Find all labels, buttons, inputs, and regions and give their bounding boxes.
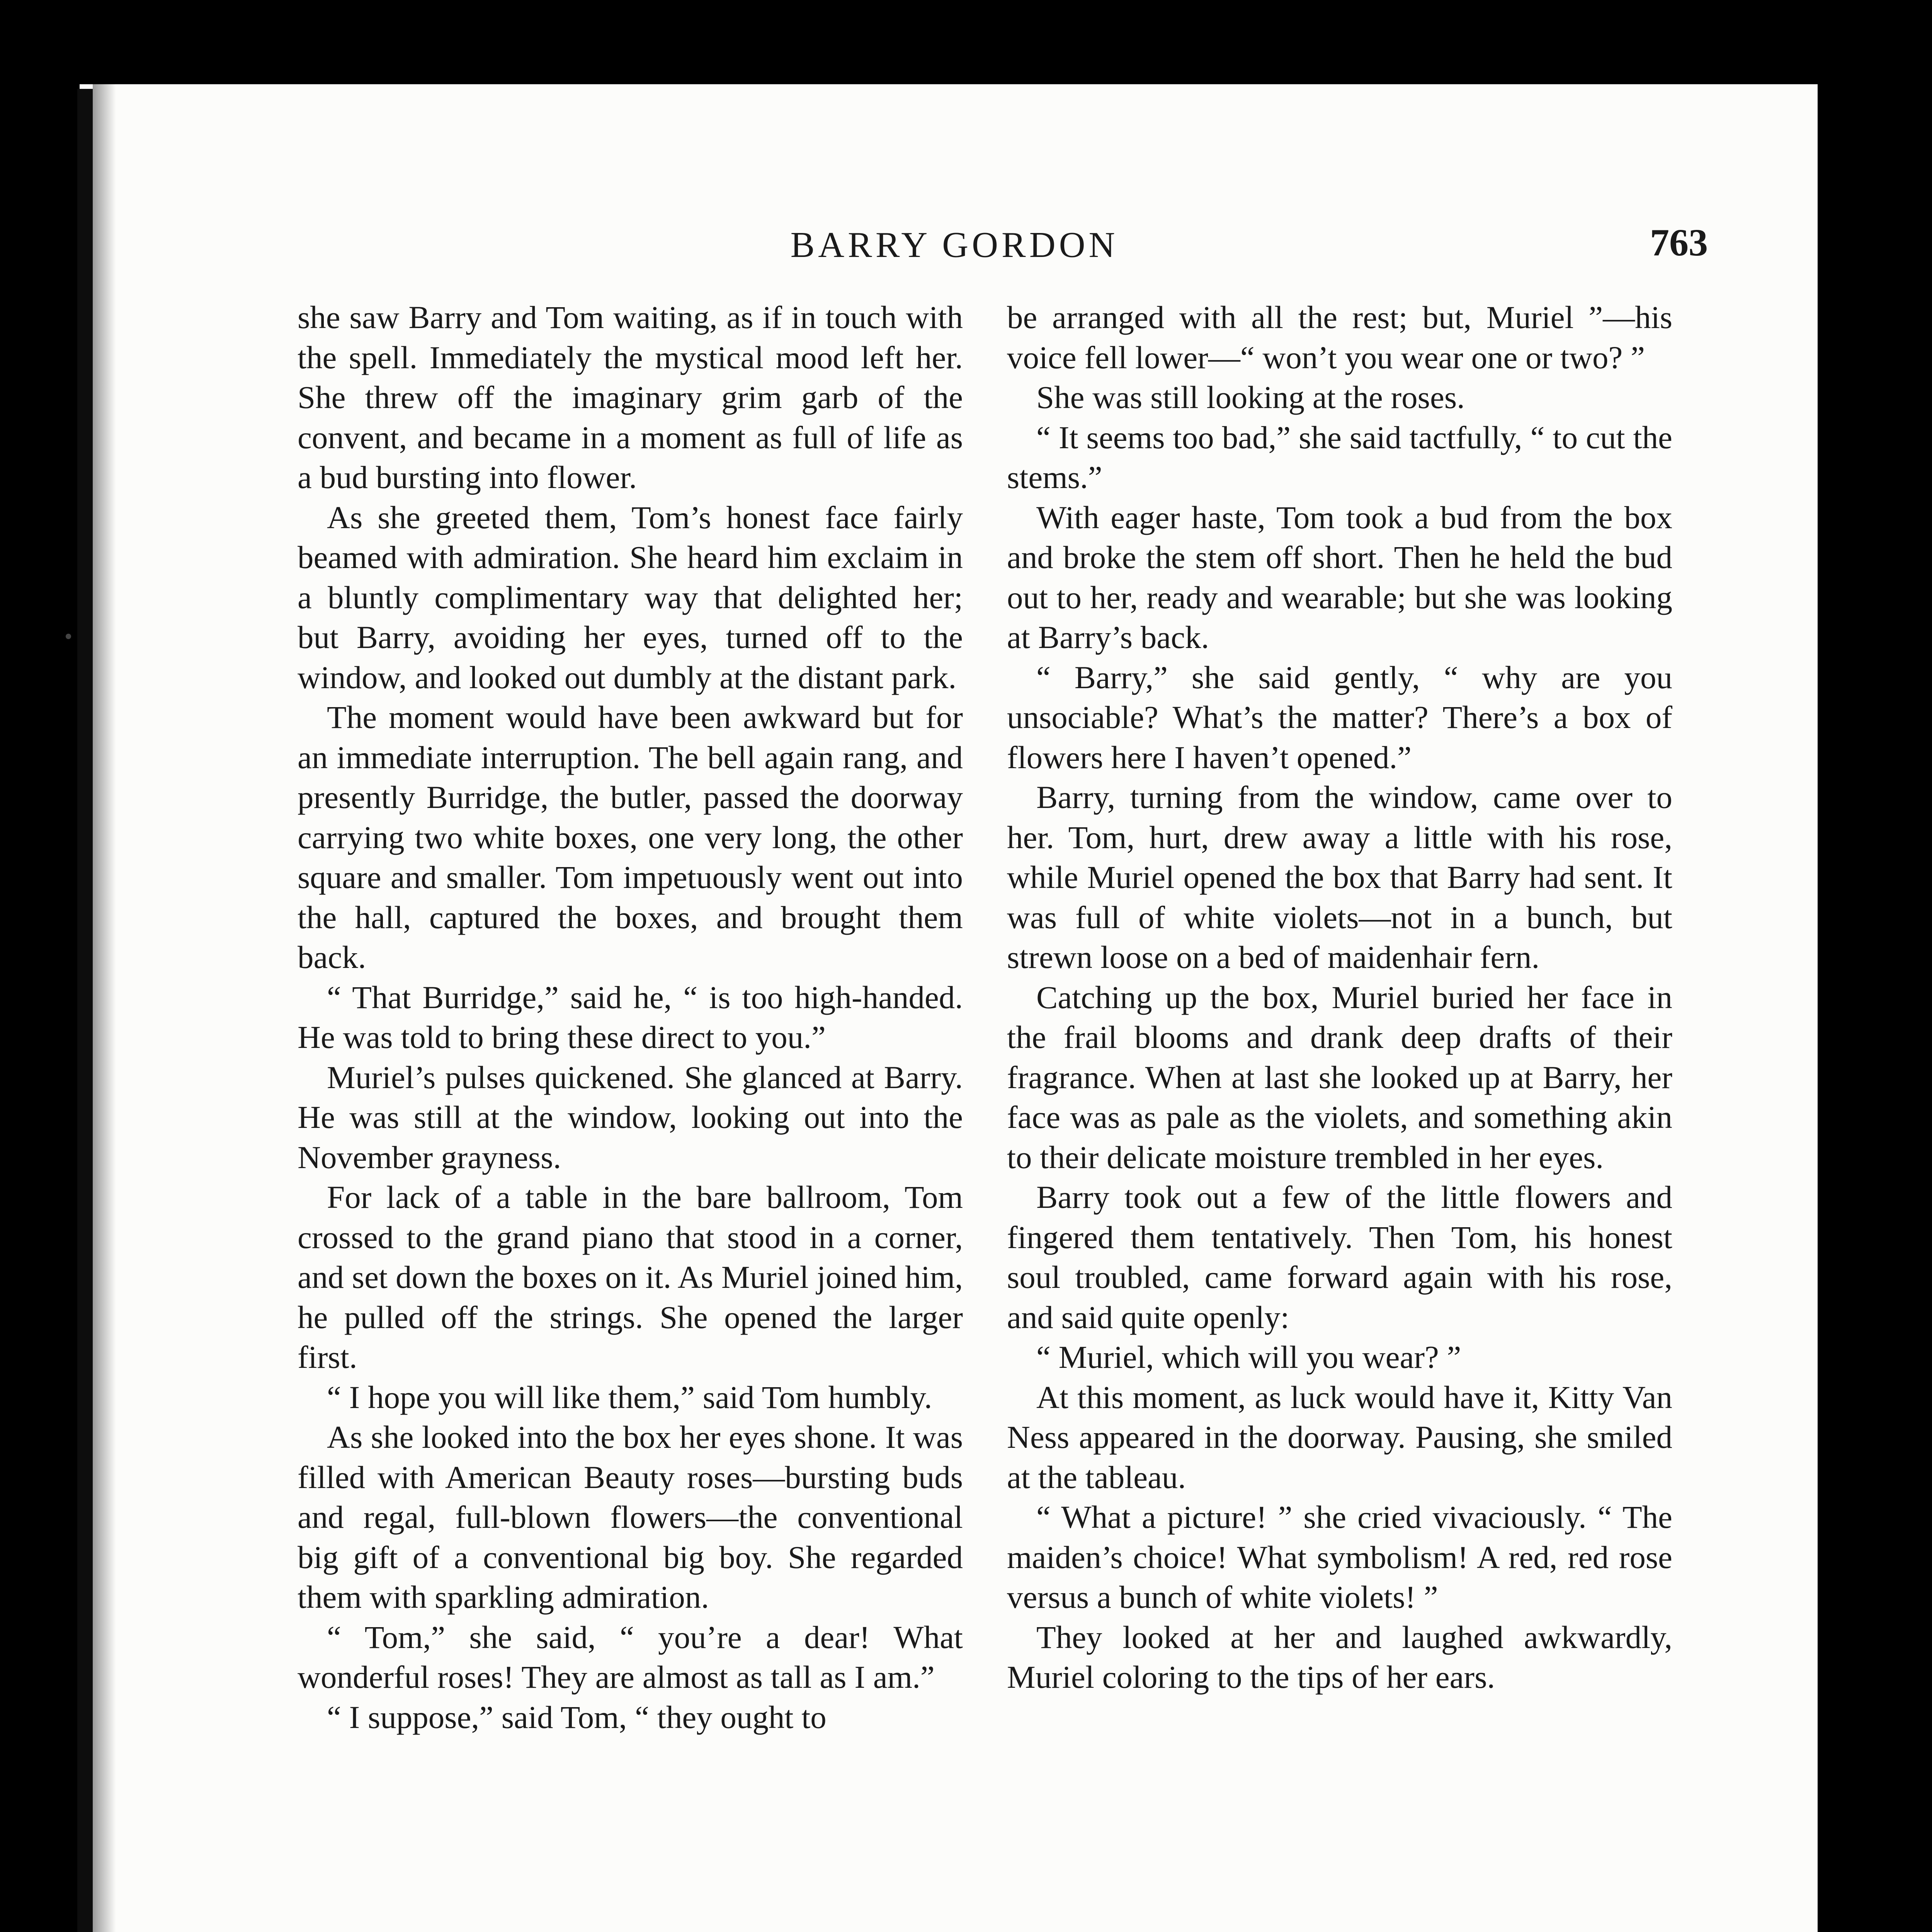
story-paragraph: As she greeted them, Tom’s honest face fairly beamed with admiration. She heard him exclaim in a bluntly complimentary way that delighted her; but Barry, avoiding her eyes, turned off to the window, and looked out dumbly at the distant park. bbox=[298, 499, 963, 695]
story-paragraph: “ Muriel, which will you wear? ” bbox=[1036, 1339, 1461, 1375]
story-paragraph: be arranged with all the rest; but, Muriel ”—his voice fell lower—“ won’t you wear one or two? ” bbox=[1007, 299, 1672, 375]
running-title: BARRY GORDON bbox=[790, 225, 1119, 265]
story-paragraph: “ That Burridge,” said he, “ is too high-handed. He was told to bring these direct to you.” bbox=[298, 979, 963, 1055]
story-paragraph: “ What a picture! ” she cried vivaciously. “ The maiden’s choice! What symbolism! A red, red rose versus a bunch of white violets! ” bbox=[1007, 1499, 1672, 1615]
story-paragraph: Catching up the box, Muriel buried her face in the frail blooms and drank deep drafts of their fragrance. When at last she looked up at Barry, her face was as pale as the violets, and something akin to their delicate moisture trembled in her eyes. bbox=[1007, 979, 1672, 1175]
stray-mark bbox=[66, 634, 71, 639]
story-paragraph: “ It seems too bad,” she said tactfully, “ to cut the stems.” bbox=[1007, 419, 1672, 495]
story-paragraph: As she looked into the box her eyes shone. It was filled with American Beauty roses—bursting buds and regal, full-blown flowers—the conventional big gift of a conventional big boy. She regarded them with sparkling admiration. bbox=[298, 1419, 963, 1615]
story-paragraph: They looked at her and laughed awkwardly, Muriel coloring to the tips of her ears. bbox=[1007, 1619, 1672, 1695]
story-columns bbox=[298, 298, 1689, 1932]
story-paragraph: “ I suppose,” said Tom, “ they ought to bbox=[327, 1699, 827, 1735]
story-paragraph: “ Barry,” she said gently, “ why are you unsociable? What’s the matter? There’s a box of flowers here I haven’t opened.” bbox=[1007, 659, 1672, 775]
story-paragraph: Barry, turning from the window, came over to her. Tom, hurt, drew away a little with his rose, while Muriel opened the box that Barry had sent. It was full of white violets—not in a bunch, but strewn loose on a bed of maidenhair fern. bbox=[1007, 779, 1672, 975]
left-column bbox=[298, 298, 963, 1737]
right-column bbox=[1007, 298, 1672, 1697]
page-header bbox=[216, 220, 1708, 278]
story-paragraph: “ Tom,” she said, “ you’re a dear! What wonderful roses! They are almost as tall as I am.” bbox=[298, 1619, 963, 1695]
story-paragraph: For lack of a table in the bare ballroom, Tom crossed to the grand piano that stood in a corner, and set down the boxes on it. As Muriel joined him, he pulled off the strings. She opened the larger first. bbox=[298, 1179, 963, 1375]
story-paragraph: she saw Barry and Tom waiting, as if in touch with the spell. Immediately the mystical mood left her. She threw off the imaginary grim garb of the convent, and became in a moment as full of life as a bud bursting into flower. bbox=[298, 299, 963, 495]
page-number: 763 bbox=[1650, 221, 1708, 264]
binding-edge bbox=[77, 89, 93, 1932]
story-paragraph: “ I hope you will like them,” said Tom humbly. bbox=[327, 1379, 932, 1415]
gutter-shadow bbox=[93, 84, 116, 1932]
story-paragraph: With eager haste, Tom took a bud from the box and broke the stem off short. Then he held the bud out to her, ready and wearable; but she was looking at Barry’s back. bbox=[1007, 499, 1672, 655]
story-paragraph: She was still looking at the roses. bbox=[1036, 379, 1465, 415]
story-paragraph: At this moment, as luck would have it, Kitty Van Ness appeared in the doorway. Pausing, she smiled at the tableau. bbox=[1007, 1379, 1672, 1495]
story-paragraph: Barry took out a few of the little flowers and fingered them tentatively. Then Tom, his honest soul troubled, came forward again with his rose, and said quite openly: bbox=[1007, 1179, 1672, 1335]
story-paragraph: Muriel’s pulses quickened. She glanced at Barry. He was still at the window, looking out into the November grayness. bbox=[298, 1059, 963, 1175]
story-paragraph: The moment would have been awkward but for an immediate interruption. The bell again rang, and presently Burridge, the butler, passed the doorway carrying two white boxes, one very long, the other square and smaller. Tom impetuously went out into the hall, captured the boxes, and brought them back. bbox=[298, 699, 963, 975]
